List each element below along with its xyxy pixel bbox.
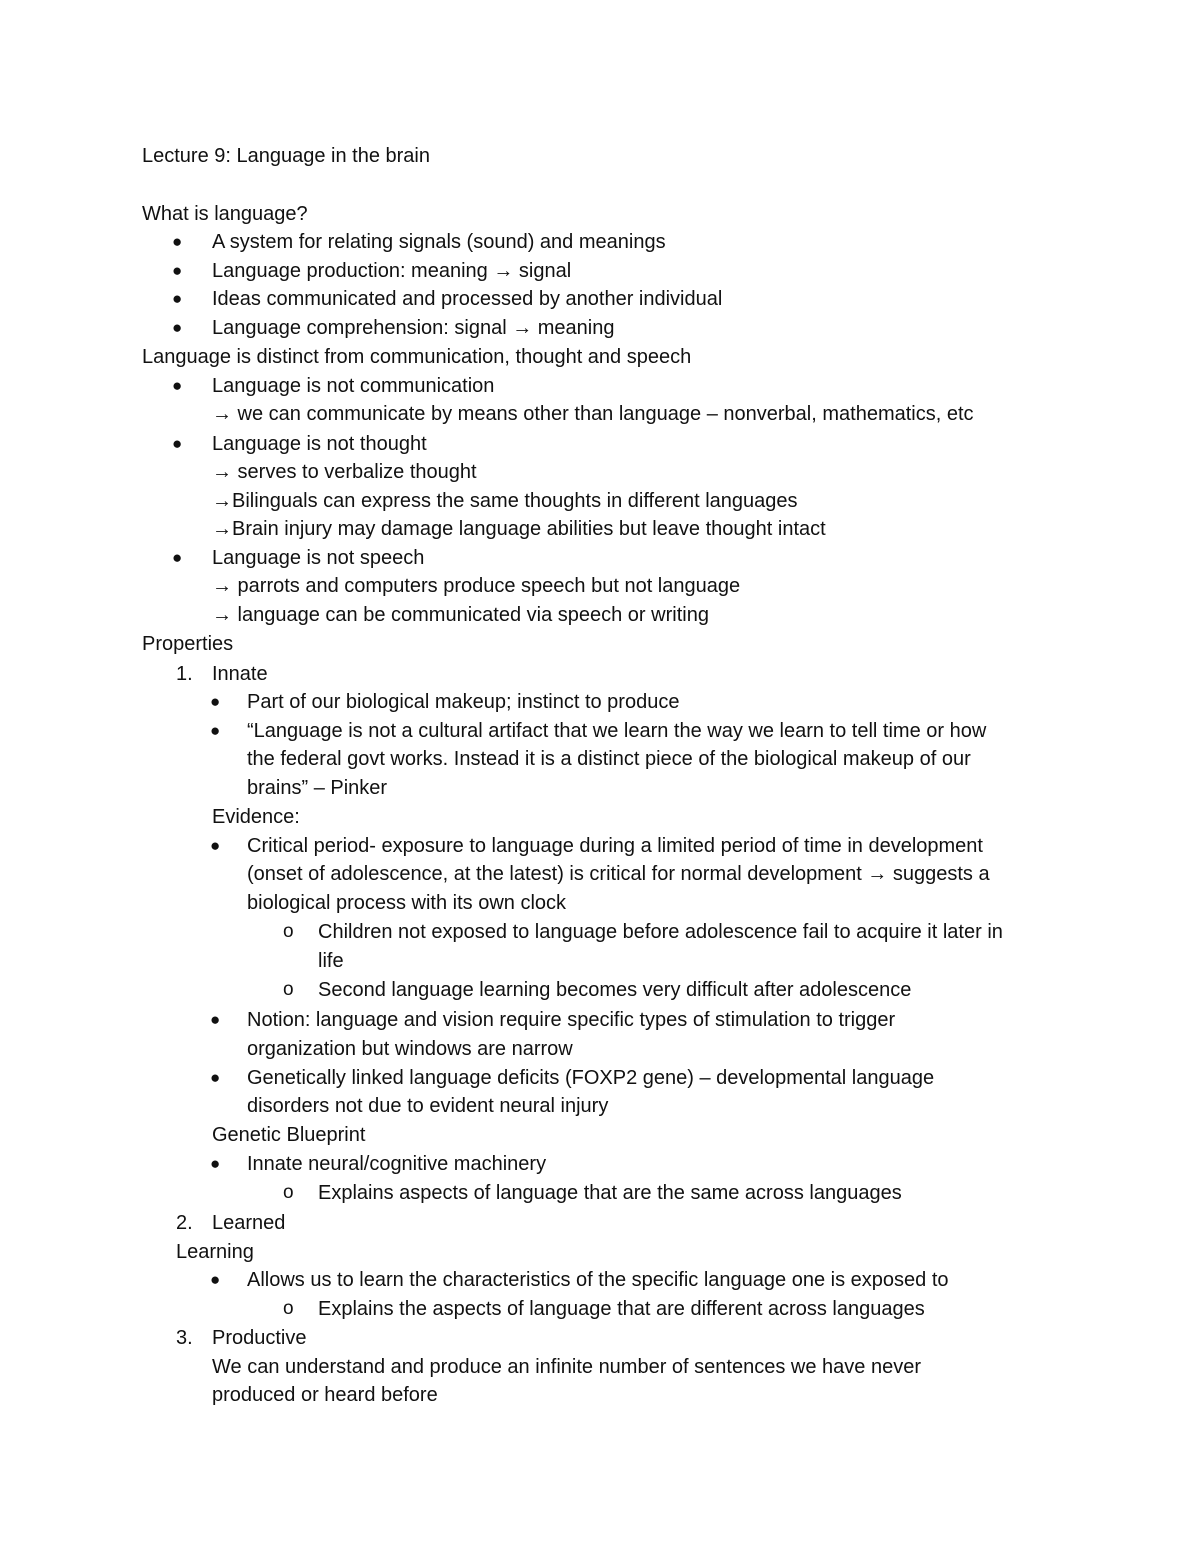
list-item: Part of our biological makeup; instinct to produce	[247, 691, 680, 713]
subheading-learning: Learning	[176, 1241, 254, 1263]
sub-bullet-circle: o	[283, 979, 294, 1000]
sub-list-item: Second language learning becomes very difficult after adolescence	[318, 979, 912, 1001]
section-heading-what-is-language: What is language?	[142, 203, 308, 225]
property-label: Learned	[212, 1212, 286, 1234]
arrow-note: → serves to verbalize thought	[212, 461, 477, 483]
property-label: Innate	[212, 663, 268, 685]
section-heading-distinct: Language is distinct from communication, thought and speech	[142, 346, 692, 368]
bullet-dot: ●	[172, 261, 183, 280]
list-item: Language is not speech	[212, 547, 425, 569]
bullet-dot: ●	[172, 318, 183, 337]
bullet-dot: ●	[210, 721, 221, 740]
quote-line: “Language is not a cultural artifact that we learn the way we learn to tell time or how	[247, 720, 987, 742]
arrow-note: → language can be communicated via speech or writing	[212, 604, 709, 626]
bullet-dot: ●	[210, 1068, 221, 1087]
list-item-cont: (onset of adolescence, at the latest) is critical for normal development → suggests a	[247, 863, 990, 885]
property-label: Productive	[212, 1327, 307, 1349]
bullet-dot: ●	[210, 1270, 221, 1289]
list-item: Notion: language and vision require specific types of stimulation to trigger	[247, 1009, 896, 1031]
list-item: Allows us to learn the characteristics of the specific language one is exposed to	[247, 1269, 949, 1291]
bullet-dot: ●	[210, 836, 221, 855]
arrow-note: →Brain injury may damage language abilities but leave thought intact	[212, 518, 826, 540]
list-item: Language comprehension: signal → meaning	[212, 317, 615, 339]
list-number: 2.	[176, 1212, 193, 1234]
section-heading-properties: Properties	[142, 633, 234, 655]
list-item: Ideas communicated and processed by another individual	[212, 288, 723, 310]
bullet-dot: ●	[210, 1010, 221, 1029]
list-item: Language is not communication	[212, 375, 495, 397]
list-item: Innate neural/cognitive machinery	[247, 1153, 547, 1175]
sub-list-item: Explains the aspects of language that are different across languages	[318, 1298, 925, 1320]
sub-list-item: Children not exposed to language before adolescence fail to acquire it later in	[318, 921, 1003, 943]
quote-line: the federal govt works. Instead it is a distinct piece of the biological makeup of our	[247, 748, 971, 770]
sub-bullet-circle: o	[283, 1182, 294, 1203]
page-title: Lecture 9: Language in the brain	[142, 145, 430, 167]
arrow-note: →Bilinguals can express the same thoughts in different languages	[212, 490, 798, 512]
arrow-note: → we can communicate by means other than language – nonverbal, mathematics, etc	[212, 403, 974, 425]
subheading-genetic-blueprint: Genetic Blueprint	[212, 1124, 366, 1146]
list-item: Genetically linked language deficits (FOXP2 gene) – developmental language	[247, 1067, 935, 1089]
arrow-note: → parrots and computers produce speech but not language	[212, 575, 741, 597]
list-number: 1.	[176, 663, 193, 685]
list-item-cont: biological process with its own clock	[247, 892, 567, 914]
sub-bullet-circle: o	[283, 921, 294, 942]
list-item: Language production: meaning → signal	[212, 260, 572, 282]
list-item-cont: organization but windows are narrow	[247, 1038, 573, 1060]
list-number: 3.	[176, 1327, 193, 1349]
sub-bullet-circle: o	[283, 1298, 294, 1319]
bullet-dot: ●	[210, 692, 221, 711]
paragraph-line: produced or heard before	[212, 1384, 438, 1406]
bullet-dot: ●	[172, 434, 183, 453]
paragraph-line: We can understand and produce an infinite number of sentences we have never	[212, 1356, 921, 1378]
bullet-dot: ●	[210, 1154, 221, 1173]
list-item: Critical period- exposure to language during a limited period of time in development	[247, 835, 983, 857]
sub-list-item-cont: life	[318, 950, 344, 972]
bullet-dot: ●	[172, 376, 183, 395]
bullet-dot: ●	[172, 548, 183, 567]
list-item: A system for relating signals (sound) and meanings	[212, 231, 666, 253]
bullet-dot: ●	[172, 289, 183, 308]
quote-line: brains” – Pinker	[247, 777, 388, 799]
subheading-evidence: Evidence:	[212, 806, 300, 828]
bullet-dot: ●	[172, 232, 183, 251]
list-item-cont: disorders not due to evident neural injury	[247, 1095, 609, 1117]
sub-list-item: Explains aspects of language that are the same across languages	[318, 1182, 902, 1204]
list-item: Language is not thought	[212, 433, 427, 455]
